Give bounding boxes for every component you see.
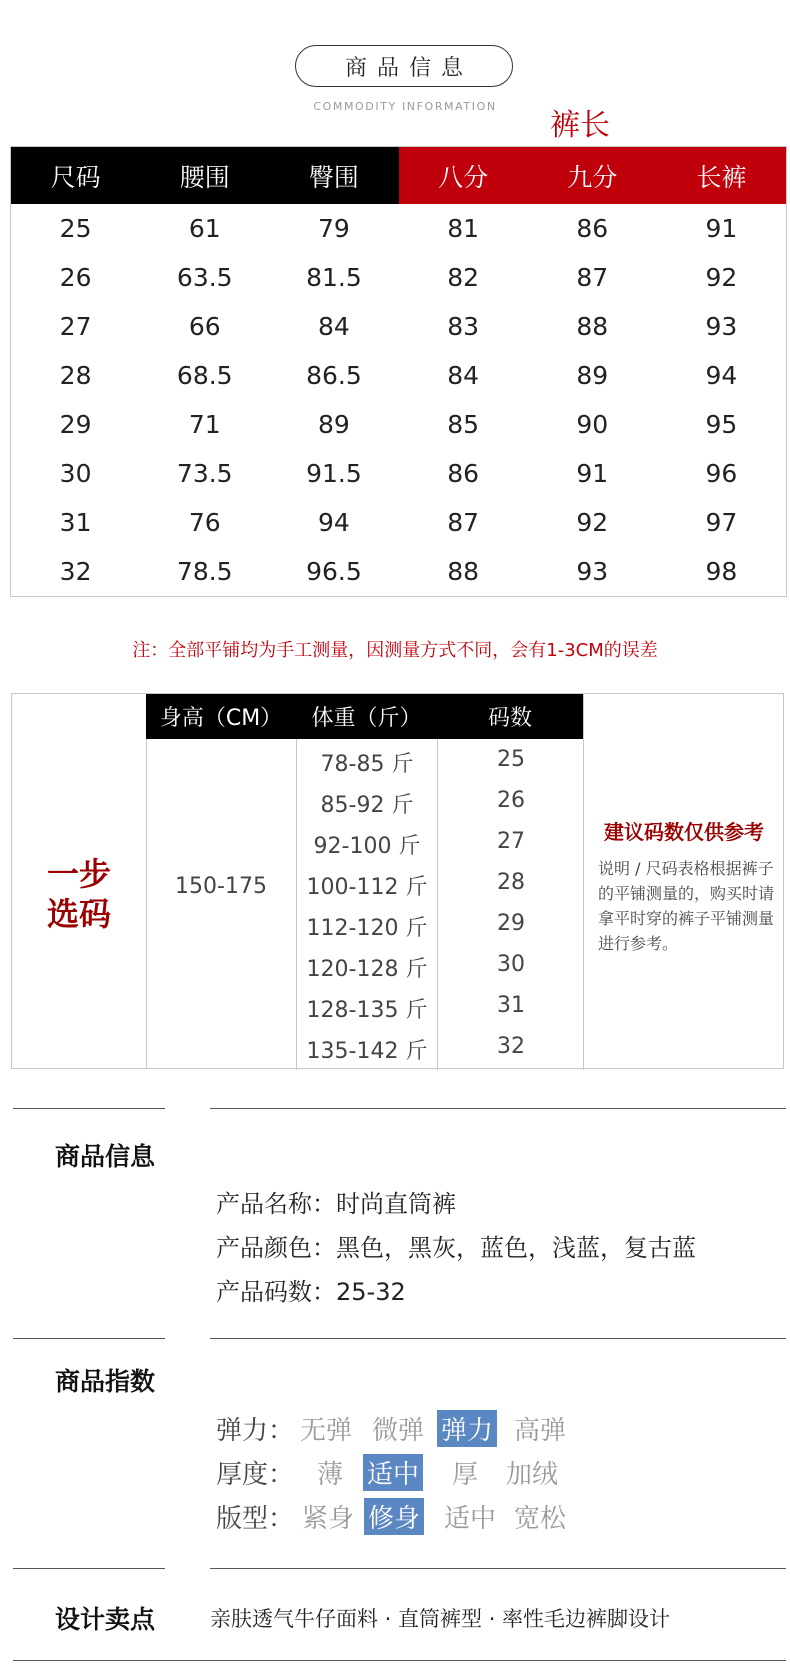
table-cell: 88 [447,557,479,586]
advice-title: 建议码数仅供参考 [604,820,764,844]
fit-label: 版型： [216,1504,295,1534]
table-cell: 71 [188,410,221,439]
table-row [11,204,786,253]
size-table [10,146,787,597]
product-info-title: 商品信息 [55,1142,156,1171]
table-cell: 90 [576,410,609,439]
weight-cell: 78-85 斤 [320,752,414,777]
col-full-length: 长裤 [657,147,786,204]
size-guide-header [146,694,583,739]
size-guide-table [11,693,784,1069]
product-colors: 产品颜色：黑色，黑灰，蓝色，浅蓝，复古蓝 [216,1234,696,1262]
table-row [11,498,786,547]
size-cell: 27 [497,829,525,854]
col-weight: 体重（斤） [311,706,422,731]
col-waist: 腰围 [140,147,269,204]
col-hip: 臀围 [269,147,398,204]
height-range: 150-175 [175,874,267,899]
size-table-header [11,147,786,204]
divider [210,1338,786,1339]
table-cell: 81.5 [306,263,362,292]
weight-cell: 120-128 斤 [306,957,428,982]
design-title: 设计卖点 [55,1605,156,1634]
table-row [11,449,786,498]
fit-option: 宽松 [514,1504,567,1534]
table-row [11,302,786,351]
weight-cell: 135-142 斤 [306,1039,428,1064]
table-cell: 68.5 [176,361,233,390]
table-cell: 89 [576,361,609,390]
table-cell: 84 [318,312,350,341]
table-cell: 88 [576,312,609,341]
table-cell: 86 [447,459,479,488]
table-cell: 92 [576,508,609,537]
table-cell: 83 [447,312,479,341]
thickness-label: 厚度： [216,1460,295,1490]
size-cell: 25 [497,747,525,772]
divider [13,1108,165,1109]
table-cell: 96.5 [306,557,362,586]
elasticity-option: 高弹 [514,1416,567,1446]
table-cell: 91 [705,214,738,243]
product-sizes: 产品码数：25-32 [216,1278,406,1306]
elasticity-label: 弹力： [216,1416,295,1446]
size-cell: 28 [497,870,525,895]
divider [13,1338,165,1339]
table-cell: 93 [576,557,609,586]
table-cell: 87 [447,508,479,537]
table-cell: 31 [59,508,92,537]
size-cell: 29 [497,911,525,936]
size-cell: 26 [497,788,525,813]
table-cell: 82 [447,263,479,292]
table-cell: 79 [318,214,350,243]
weight-cell: 92-100 斤 [313,834,421,859]
col-ninth-length: 九分 [528,147,657,204]
size-cell: 31 [497,993,525,1018]
pants-length-label: 裤长 [550,108,610,143]
commodity-title: 商品信息 [344,55,473,81]
size-cell: 32 [497,1034,525,1059]
col-size: 尺码 [11,147,140,204]
elasticity-option: 微弹 [372,1416,425,1446]
table-cell: 27 [59,312,92,341]
table-cell: 85 [447,410,479,439]
weight-cell: 128-135 斤 [306,998,428,1023]
fit-option: 适中 [444,1504,497,1534]
table-cell: 97 [705,508,738,537]
section-title-pill [295,45,513,87]
thickness-option: 厚 [452,1460,479,1490]
thickness-option: 薄 [317,1460,344,1490]
product-index-title: 商品指数 [55,1367,156,1396]
divider [210,1108,786,1109]
fit-option-selected: 修身 [364,1498,424,1535]
table-cell: 95 [705,410,738,439]
size-cell: 30 [497,952,525,977]
weight-cell: 100-112 斤 [306,875,428,900]
divider [13,1660,786,1661]
table-cell: 81 [447,214,479,243]
table-cell: 30 [59,459,92,488]
size-guide-title: 一步 选码 [46,855,111,933]
table-cell: 92 [705,263,738,292]
table-cell: 86 [576,214,609,243]
weight-cell: 112-120 斤 [306,916,428,941]
table-cell: 86.5 [306,361,362,390]
divider [210,1568,786,1569]
elasticity-option-selected: 弹力 [437,1410,497,1447]
col-eighth-length: 八分 [399,147,528,204]
thickness-option: 加绒 [506,1460,559,1490]
product-name: 产品名称：时尚直筒裤 [216,1190,456,1218]
commodity-subtitle: COMMODITY INFORMATION [313,100,497,113]
measurement-note: 注：全部平铺均为手工测量，因测量方式不同，会有1-3CM的误差 [132,640,658,661]
col-size-number: 码数 [487,706,532,731]
table-cell: 25 [59,214,92,243]
advice-body: 说明 / 尺码表格根据裤子的平铺测量的，购买时请拿平时穿的裤子平铺测量进行参考。 [598,859,775,953]
table-cell: 91 [576,459,609,488]
table-cell: 94 [705,361,738,390]
table-cell: 73.5 [176,459,233,488]
table-cell: 29 [59,410,92,439]
table-cell: 94 [318,508,350,537]
table-cell: 61 [188,214,221,243]
table-cell: 96 [705,459,738,488]
weight-cell: 85-92 斤 [320,793,414,818]
table-cell: 84 [447,361,479,390]
table-cell: 66 [188,312,221,341]
table-cell: 87 [576,263,609,292]
thickness-option-selected: 适中 [363,1454,423,1491]
table-row [11,547,786,596]
table-row [11,351,786,400]
col-height: 身高（CM） [159,706,283,731]
elasticity-option: 无弹 [300,1416,353,1446]
fit-option: 紧身 [302,1504,355,1534]
table-cell: 26 [59,263,92,292]
table-row [11,253,786,302]
table-cell: 91.5 [306,459,362,488]
table-cell: 76 [188,508,221,537]
table-cell: 63.5 [176,263,233,292]
table-cell: 78.5 [176,557,233,586]
table-cell: 32 [59,557,92,586]
table-cell: 28 [59,361,92,390]
table-row [11,400,786,449]
divider [13,1568,165,1569]
table-cell: 98 [705,557,738,586]
table-cell: 89 [318,410,350,439]
table-cell: 93 [705,312,738,341]
design-text: 亲肤透气牛仔面料 · 直筒裤型 · 率性毛边裤脚设计 [210,1607,671,1631]
